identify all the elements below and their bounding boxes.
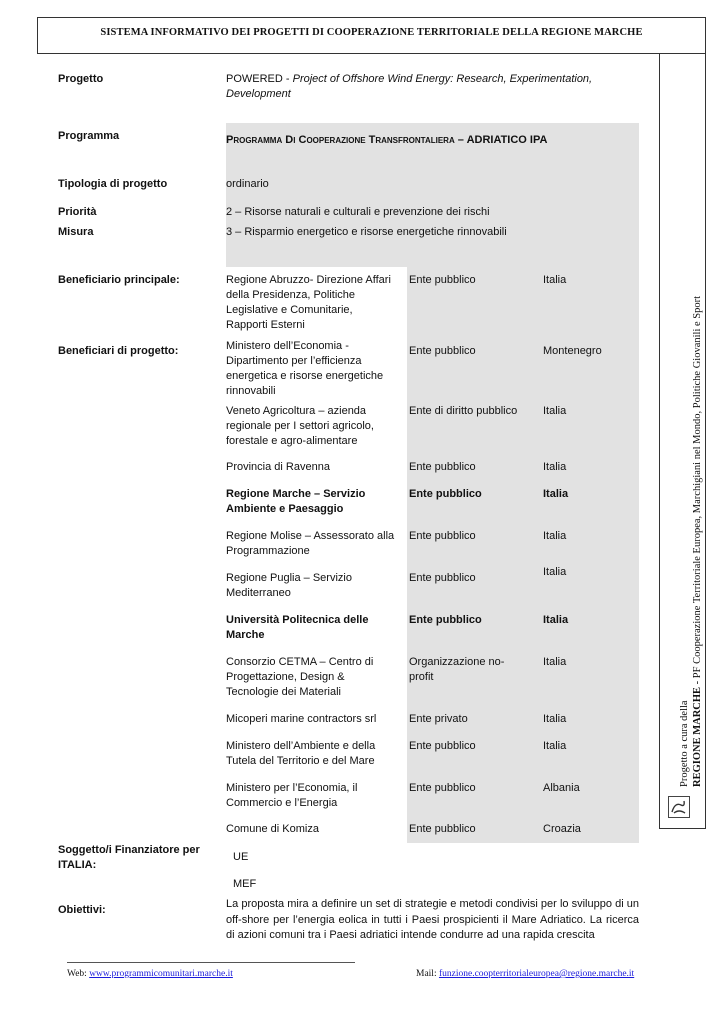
value-progetto: POWERED - Project of Offshore Wind Energy: Research, Experimentation, Development	[226, 73, 593, 100]
footer-mail: Mail: funzione.coopterritorialeuropea@regione.marche.it	[416, 969, 635, 979]
partner-type: Ente pubblico	[409, 530, 476, 542]
footer-divider	[67, 962, 355, 963]
sidebar-line-1: Progetto a cura della	[679, 700, 690, 787]
partner-country: Italia	[543, 740, 567, 752]
partner-country: Italia	[543, 488, 569, 500]
label-misura: Misura	[58, 226, 94, 238]
partner-name: Consorzio CETMA – Centro di Progettazione, Design & Tecnologie dei Materiali	[226, 656, 374, 698]
partner-name: Ministero per l’Economia, il Commercio e l’Energia	[226, 782, 358, 809]
mail-link[interactable]: funzione.coopterritorialeuropea@regione.marche.it	[438, 969, 635, 979]
partner-country: Italia	[543, 656, 567, 668]
partner-country: Italia	[543, 614, 569, 626]
partner-name: Regione Molise – Assessorato alla Programmazione	[226, 530, 395, 557]
obiettivi-text: La proposta mira a definire un set di strategie e metodi condivisi per lo sviluppo di un off-shore per l’energia eolica in tutti i Paesi prospicienti il Mare Adriatico. La ricerca di azioni comuni tra i Paesi adriatici intende condurre ad una rapida crescita	[226, 898, 639, 941]
partner-name: Regione Marche – Servizio Ambiente e Paesaggio	[226, 488, 366, 515]
sidebar-line-2: REGIONE MARCHE - PF Cooperazione Territoriale Europea, Marchigiani nel Mondo, Politiche Giovanili e Sport	[692, 295, 703, 787]
partner-type: Ente pubblico	[409, 740, 476, 752]
value-priorita: 2 – Risorse naturali e culturali e prevenzione dei rischi	[226, 206, 490, 218]
label-beneficiari-progetto: Beneficiari di progetto:	[58, 345, 179, 357]
partner-country: Italia	[543, 405, 567, 417]
sidebar-caption	[678, 296, 704, 787]
partner-type: Ente pubblico	[409, 274, 476, 286]
partner-name: Ministero dell’Economia - Dipartimento per l’efficienza energetica e risorse energetiche rinnovabili	[226, 340, 384, 397]
finanziatore-mef: MEF	[233, 878, 257, 890]
partner-type: Ente pubblico	[409, 461, 476, 473]
partner-country: Italia	[543, 461, 567, 473]
partner-name: Università Politecnica delle Marche	[226, 614, 369, 641]
regione-marche-logo-icon	[668, 796, 690, 818]
value-tipologia: ordinario	[226, 178, 269, 190]
web-link[interactable]: www.programmicomunitari.marche.it	[89, 969, 233, 979]
partner-type: Ente privato	[409, 713, 468, 725]
partner-type: Ente pubblico	[409, 488, 482, 500]
page-header	[37, 17, 706, 54]
shaded-block-tipo-lower	[407, 567, 639, 843]
partner-type: Ente di diritto pubblico	[409, 405, 518, 417]
header-title: SISTEMA INFORMATIVO DEI PROGETTI DI COOPERAZIONE TERRITORIALE DELLA REGIONE MARCHE	[100, 27, 643, 38]
value-programma: Programma Di Cooperazione Transfrontaliera – ADRIATICO IPA	[226, 134, 548, 146]
label-beneficiario-principale: Beneficiario principale:	[58, 274, 180, 286]
partner-name: Comune di Komiza	[226, 823, 319, 835]
partner-country: Montenegro	[543, 345, 602, 357]
partner-name: Regione Abruzzo- Direzione Affari della Presidenza, Politiche Legislative e Comunitarie, Rapporti Esterni	[226, 274, 391, 331]
label-tipologia: Tipologia di progetto	[58, 178, 168, 190]
partner-type: Organizzazione no-profit	[409, 656, 505, 683]
partner-name: Veneto Agricoltura – azienda regionale per I settori agricolo, forestale e agro-alimentare	[226, 405, 374, 447]
footer-web: Web: www.programmicomunitari.marche.it	[67, 969, 233, 979]
partner-country: Croazia	[543, 823, 581, 835]
label-programma: Programma	[58, 130, 120, 142]
partner-type: Ente pubblico	[409, 345, 476, 357]
partner-country: Italia	[543, 566, 567, 578]
partner-name: Regione Puglia – Servizio Mediterraneo	[226, 572, 352, 599]
partner-type: Ente pubblico	[409, 782, 476, 794]
label-priorita: Priorità	[58, 206, 97, 218]
partner-type: Ente pubblico	[409, 614, 482, 626]
partner-country: Italia	[543, 530, 567, 542]
partner-type: Ente pubblico	[409, 823, 476, 835]
partner-name: Provincia di Ravenna	[226, 461, 330, 473]
partner-name: Micoperi marine contractors srl	[226, 713, 377, 725]
partner-country: Italia	[543, 274, 567, 286]
finanziatore-ue: UE	[233, 851, 249, 863]
partner-country: Albania	[543, 782, 580, 794]
value-misura: 3 – Risparmio energetico e risorse energetiche rinnovabili	[226, 226, 507, 238]
label-obiettivi: Obiettivi:	[58, 904, 106, 916]
partner-name: Ministero dell’Ambiente e della Tutela del Territorio e del Mare	[226, 740, 376, 767]
label-finanziatore: Soggetto/i Finanziatore per ITALIA:	[58, 844, 200, 871]
label-progetto: Progetto	[58, 73, 104, 85]
partner-type: Ente pubblico	[409, 572, 476, 584]
partner-country: Italia	[543, 713, 567, 725]
